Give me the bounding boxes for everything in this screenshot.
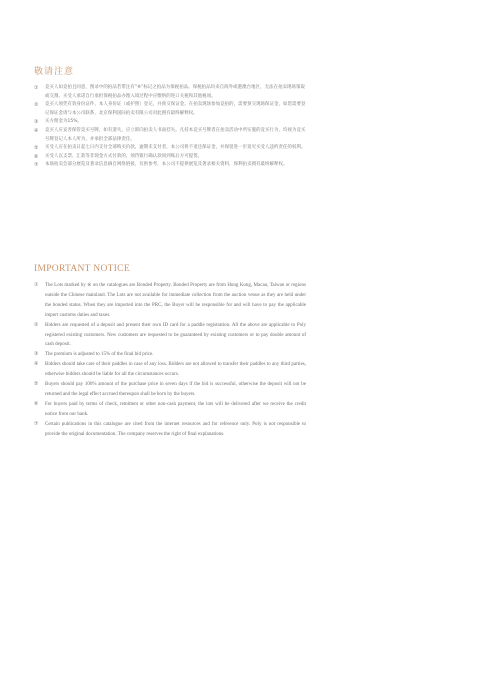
english-heading: IMPORTANT NOTICE [34,264,130,274]
item-text: Buyers should pay 100% amount of the purchase price in seven days if the bid is successful, otherwise the deposit will not be returned and the legal effect accrued thereupon shall be born by the buyers. [45,382,306,397]
chinese-heading: 敬请注意 [34,67,75,77]
item-number: ⑤ [34,381,39,388]
list-item [34,350,306,360]
item-text: 买受人应在拍卖日起七日内支付全部购买价款，逾期未支付者，本公司将不退还保证金，并保留进一步追究买受人违约责任的权利。 [45,145,306,151]
list-item [34,153,306,162]
item-number: ① [34,282,39,288]
item-number: ⑤ [34,145,39,152]
item-text: The premium is adjusted to 15% of the final bid price. [45,352,154,358]
item-number: ⑦ [34,162,39,169]
item-number: ⑥ [34,400,39,407]
list-item [34,400,306,420]
item-text: For buyers paid by terms of check, remittent or other non-cash payment, the lots will be delivered after we receive the credit notice from our bank. [45,401,306,417]
chinese-notice-list [34,84,306,170]
item-text: Bidders are requested of a deposit and present their own ID card for a paddle registration. All the above are applicable to Poly registered existing customers. New customers are requested to be guaranteed by existing customers or to pay double amount of cash deposit. [45,322,306,348]
list-item [34,360,306,380]
list-item [34,380,306,400]
item-text: 买受人以支票、汇款等非现金方式付款的，须待银行确认款项到账后方可提货。 [45,153,203,159]
list-item [34,281,306,321]
item-text: 买方佣金为15%。 [45,119,83,125]
item-text: 本场拍卖会部分展览及著录信息摘自网络链接，仅供参考，本公司不提供展览及著录相关资料，保利拍卖拥有最终解释权。 [45,162,288,168]
item-number: ③ [34,119,39,126]
english-notice-section [34,264,306,440]
item-number: ② [34,102,39,109]
item-text: The Lots marked by ※ on the catalogues are Bonded Property. Bonded Property are from Hong Kong, Macau, Taiwan or regions outside the Chinese mainland. The Lots are not available for immediate collection from the auction venue as they are held under the bonded status. When they are imported into the PRC, the Buyer will be responsible for and will have to pay the applicable import customs duties and taxes. [45,283,306,318]
list-item [34,101,306,118]
item-number: ① [34,85,39,91]
list-item [34,118,306,127]
item-text: Certain publications in this catalogue are cited from the internet resources and for reference only. Poly is not responsible to provide the original documentation. The company reserves the right of final explanations. [45,421,306,437]
item-number: ② [34,321,39,328]
item-number: ⑦ [34,420,39,427]
list-item [34,420,306,440]
list-item [34,144,306,153]
list-item [34,127,306,144]
english-notice-list [34,281,306,440]
list-item [34,321,306,351]
list-item [34,84,306,101]
item-number: ③ [34,351,39,358]
item-text: 竞买人如竞拍且同意，图录中的拍品若带注有“※”标记之拍品为保税拍品。保税拍品均来自海外或港澳台地区，无法在拍卖现场领取或交割。买受人承诺自行承担保税拍品办理入境过程中应缴纳的进口关税和其他税项。 [45,85,306,99]
chinese-notice-section [34,64,306,170]
item-text: 竞买人应妥善保管竞买号牌，如有遗失，应立即向拍卖人书面挂失。凡持本竞买号牌者在拍卖活动中所实施的竞买行为，均视为竞买号牌登记人本人所为，并承担全部法律责任。 [45,127,306,142]
list-item [34,161,306,170]
item-number: ④ [34,127,39,134]
item-number: ④ [34,361,39,368]
item-text: Bidders should take care of their paddles in case of any loss. Bidders are not allowed to transfer their paddles to any third parties, otherwise bidders should be liable for all the circumstances occurs. [45,362,306,378]
item-number: ⑥ [34,153,39,160]
item-text: 竞买人须凭有效身份证件、本人身份证（或护照）登记，并预交保证金。在拍卖现场参加竞拍的，需要预交现场保证金，如您需要登记保证金请与本公司联系，北京保利国际拍卖有限公司对此拥有最终解释权。 [45,102,306,116]
